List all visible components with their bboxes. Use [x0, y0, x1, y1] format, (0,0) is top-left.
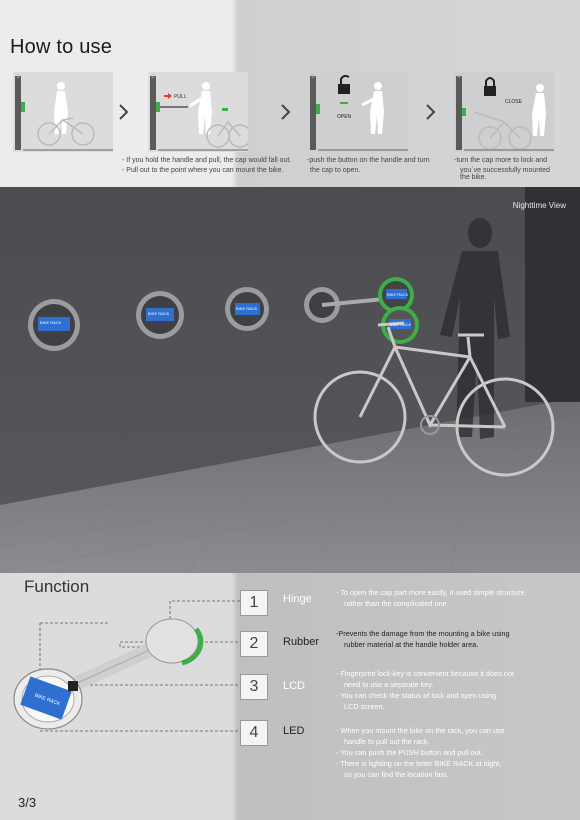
step-4-caption: [454, 156, 550, 183]
function-number-3: 3: [240, 674, 268, 700]
caption-line: - If you hold the handle and pull, the cap would fall out.: [122, 157, 292, 164]
function-desc-hinge: [336, 587, 572, 609]
page-number: 3/3: [18, 795, 37, 810]
desc-line: rather than the complicated one.: [344, 599, 449, 608]
function-name-rubber: Rubber: [283, 636, 320, 648]
step-2-illustration: [148, 72, 248, 152]
pull-label: PULL: [174, 94, 187, 100]
rack-screen-text: BIKE RACK: [40, 320, 62, 325]
function-name-hinge: Hinge: [283, 593, 312, 605]
how-to-use-section: [0, 0, 580, 187]
function-name-lcd: LCD: [283, 680, 306, 692]
caption-line: the bike.: [460, 174, 487, 181]
step-number: 1: [16, 74, 20, 80]
open-label: OPEN: [337, 114, 352, 120]
step-3-illustration: [308, 72, 408, 152]
function-number-4: 4: [240, 720, 268, 746]
desc-line: LCD screen.: [344, 702, 385, 711]
desc-line: rubber material at the handle holder area.: [344, 640, 479, 649]
diagram-lcd-label: BIKE RACK: [33, 692, 61, 708]
chevron-right-icon: [280, 104, 292, 125]
function-title: Function: [24, 577, 90, 596]
function-section: [0, 573, 580, 820]
rack-screen-text: BIKE RACK: [387, 292, 409, 297]
step-2-caption: [122, 156, 291, 176]
function-number-1: 1: [240, 590, 268, 616]
chevron-right-icon: [425, 104, 437, 125]
desc-line: -Prevents the damage from the mounting a bike using: [336, 629, 510, 638]
chevron-right-icon: [118, 104, 130, 125]
desc-line: handle to pull out the rack.: [344, 737, 430, 746]
caption-line: -turn the cap more to lock and: [454, 157, 547, 164]
desc-line: - You can check the status of lock and open using: [336, 691, 497, 700]
rack-screen-text: BIKE RACK: [236, 306, 258, 311]
step-4-illustration: [454, 72, 554, 152]
desc-line: need to use a separate key.: [344, 680, 434, 689]
desc-line: - Fingerprint lock-key is convenient because it does not: [336, 669, 515, 678]
function-desc-lcd: [336, 668, 572, 712]
caption-line: the cap to open.: [310, 167, 361, 174]
step-number: 3: [311, 74, 315, 80]
nighttime-scene-illustration: [0, 187, 580, 573]
desc-line: - When you mount the bike on the rack, you can use: [336, 726, 505, 735]
caption-line: you`ve successfully mounted: [460, 167, 550, 174]
caption-line: -push the button on the handle and turn: [307, 157, 430, 164]
function-desc-rubber: [336, 628, 572, 650]
function-number-2: 2: [240, 631, 268, 657]
nighttime-view-label: Nighttime View: [512, 201, 566, 210]
nighttime-view-section: [0, 187, 580, 573]
rack-screen-text: BIKE RACK: [148, 311, 170, 316]
desc-line: so you can find the location fast.: [344, 770, 449, 779]
step-1-illustration: [13, 72, 113, 152]
caption-line: - Pull out to the point where you can mount the bike.: [122, 167, 284, 174]
desc-line: - There is lighting on the letter BIKE RACK at night,: [336, 759, 502, 768]
how-to-use-title: How to use: [10, 36, 113, 58]
desc-line: - You can push the PUSH button and pull out.: [336, 748, 483, 757]
desc-line: - To open the cap part more easily, it used simple structure,: [336, 588, 527, 597]
function-desc-led: [336, 725, 572, 780]
function-name-led: LED: [283, 725, 305, 737]
step-number: 2: [151, 74, 155, 80]
rack-screen-text: BIKE RACK: [390, 322, 412, 327]
step-3-caption: [307, 156, 430, 176]
step-number: 4: [457, 74, 461, 80]
close-label: CLOSE: [505, 99, 522, 105]
